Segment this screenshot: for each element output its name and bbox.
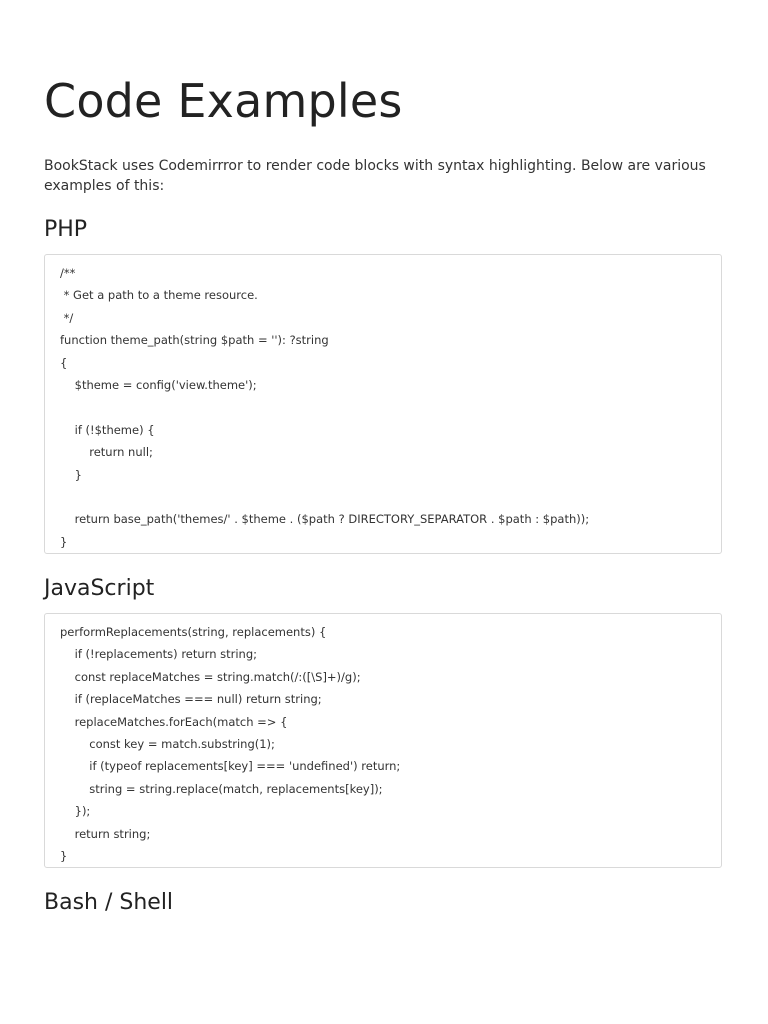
code-line: replaceMatches.forEach(match => { (60, 714, 288, 729)
code-line: if (replaceMatches === null) return string; (60, 692, 322, 707)
code-line: if (typeof replacements[key] === 'undefined') return; (60, 759, 401, 774)
intro-paragraph: BookStack uses Codemirrror to render code blocks with syntax highlighting. Below are various examples of this: (44, 158, 706, 194)
code-line: return base_path('themes/' . $theme . ($path ? DIRECTORY_SEPARATOR . $path : $path)); (60, 512, 590, 527)
code-line (60, 396, 706, 418)
code-line: const replaceMatches = string.match(/:([\S]+)/g); (60, 669, 361, 684)
section-heading-bash: Bash / Shell (44, 890, 174, 915)
code-line: /** (60, 266, 76, 280)
code-line: { (60, 355, 68, 370)
code-line: }); (60, 804, 91, 819)
code-block-php[interactable] (44, 254, 722, 554)
code-line: return null; (60, 445, 153, 460)
code-line: if (!$theme) { (60, 422, 155, 437)
code-line: return string; (60, 826, 151, 841)
code-line (60, 486, 706, 508)
code-line: */ (60, 310, 74, 325)
code-line: string = string.replace(match, replacements[key]); (60, 781, 383, 796)
code-block-javascript[interactable] (44, 613, 722, 868)
section-heading-php: PHP (44, 217, 88, 242)
page-title: Code Examples (44, 74, 403, 128)
code-line: const key = match.substring(1); (60, 736, 275, 751)
code-line: function theme_path(string $path = ''): ?string (60, 333, 329, 348)
code-line: $theme = config('view.theme'); (60, 377, 257, 392)
code-line: } (60, 534, 68, 549)
code-line: performReplacements(string, replacements) { (60, 625, 327, 639)
code-line: * Get a path to a theme resource. (60, 288, 258, 303)
code-line: if (!replacements) return string; (60, 647, 258, 662)
code-line: } (60, 848, 68, 863)
code-line: } (60, 467, 82, 482)
section-heading-javascript: JavaScript (44, 576, 155, 601)
